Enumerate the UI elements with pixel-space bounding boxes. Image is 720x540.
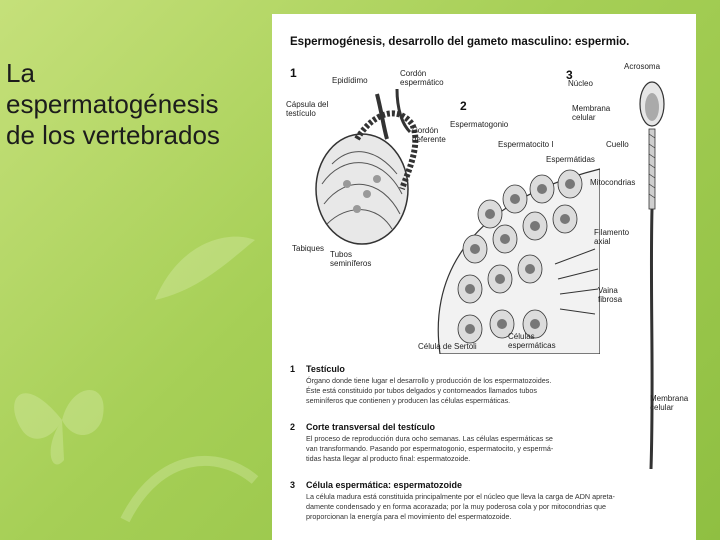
label-membrana-celular-top: Membrana celular — [572, 104, 611, 122]
spermatogenesis-figure — [272, 14, 696, 540]
label-vaina-fibrosa: Vaina fibrosa — [598, 286, 623, 304]
caption-text-1: Órgano donde tiene lugar el desarrollo y producción de los espermatozoides. Éste está constituido por tubos delgados y contorneados llamados tubos seminíferos que contienen y producen las células espermáticas. — [306, 376, 552, 405]
label-espermatidas: Espermátidas — [546, 155, 595, 164]
figure-title: Espermogénesis, desarrollo del gameto masculino: espermio. — [290, 36, 630, 48]
caption-number-2: 2 — [290, 422, 296, 432]
caption-text-3: La célula madura está constituida principalmente por el núcleo que lleva la carga de ADN apreta- damente condensado y en forma acorazada; por la muy poderosa cola y por mitocondrias que proporcionan la energía para el movimiento del espermatozoide. — [306, 492, 615, 521]
label-cuello: Cuello — [606, 140, 629, 149]
sperm-cell-illustration — [632, 74, 672, 474]
panel-number-2: 2 — [460, 99, 467, 113]
label-celula-sertoli: Célula de Sertoli — [418, 342, 477, 351]
label-acrosoma: Acrosoma — [624, 62, 661, 71]
caption-heading-1: Testículo — [306, 364, 345, 374]
slide-title-line-3: de los vertebrados — [6, 120, 220, 150]
label-celulas-espermaticas: Células espermáticas — [508, 332, 556, 350]
label-membrana-celular-bottom: Membrana celular — [650, 394, 689, 412]
caption-text-2: El proceso de reproducción dura ocho semanas. Las células espermáticas se van transformando. Pasando por espermatogonio, espermatocito, y espermá- tidas hasta llegar al producto final: espermatozoide. — [306, 434, 554, 463]
slide-title-line-1: La — [6, 58, 35, 88]
panel-number-1: 1 — [290, 66, 297, 80]
butterfly-decoration-icon — [2, 360, 122, 480]
label-cordon-deferente: Cordón deferente — [412, 126, 446, 144]
label-mitocondrias: Mitocondrias — [590, 178, 636, 187]
caption-number-3: 3 — [290, 480, 296, 490]
label-espermatogonio: Espermatogonio — [450, 120, 509, 129]
tubule-cross-section-illustration — [430, 164, 600, 354]
label-epididimo: Epidídimo — [332, 76, 368, 85]
label-tubos-seminiferos: Tubos seminíferos — [330, 250, 372, 268]
caption-number-1: 1 — [290, 364, 296, 374]
slide-title — [6, 58, 268, 151]
caption-heading-3: Célula espermática: espermatozoide — [306, 480, 463, 490]
label-filamento-axial: Filamento axial — [594, 228, 630, 246]
label-espermatocito: Espermatocito I — [498, 140, 554, 149]
swirl-decoration-icon — [120, 440, 260, 530]
label-nucleo: Núcleo — [568, 79, 593, 88]
caption-heading-2: Corte transversal del testículo — [306, 422, 436, 432]
label-tabiques: Tabiques — [292, 244, 325, 253]
slide-title-line-2: espermatogénesis — [6, 89, 219, 119]
leaf-decoration-icon — [150, 230, 260, 310]
label-cordon-espermatico: Cordón espermático — [400, 69, 444, 87]
panel-number-3: 3 — [566, 68, 573, 82]
label-capsula-testiculo: Cápsula del testículo — [286, 100, 329, 118]
